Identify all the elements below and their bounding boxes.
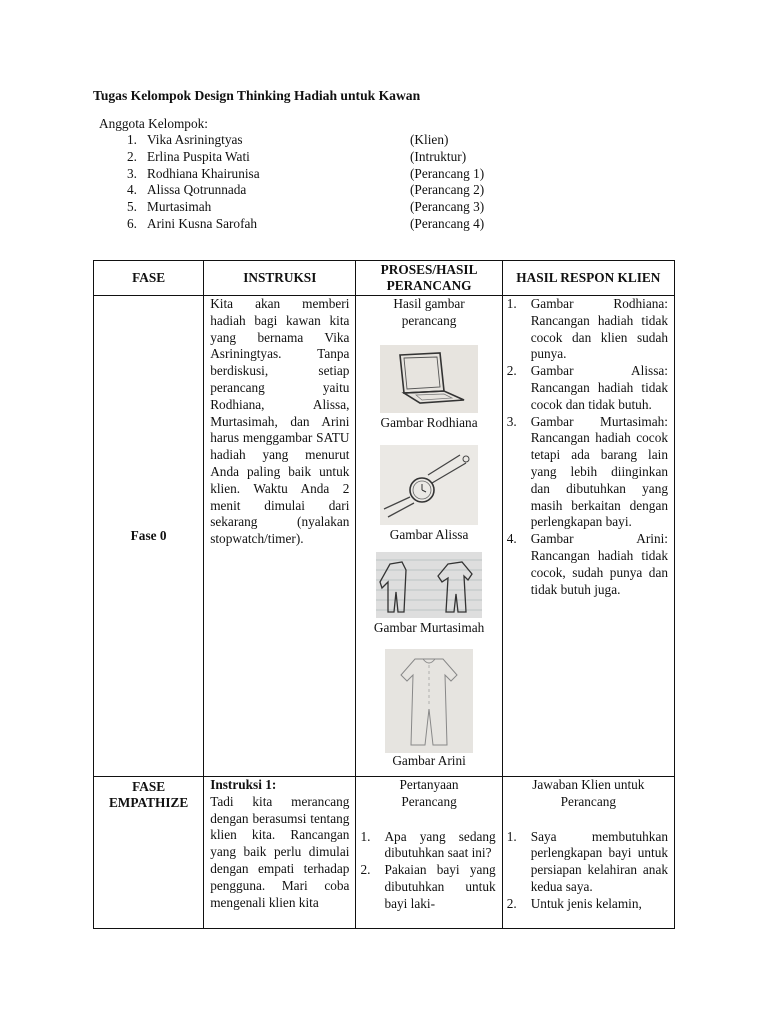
empathize-answers	[502, 777, 674, 929]
laptop-sketch	[380, 345, 478, 413]
member-list	[99, 115, 485, 233]
list-item: 1. Gambar Rodhiana: Rancangan hadiah tidak cocok dan klien sudah punya.	[506, 296, 668, 362]
list-item: 1. Saya membutuhkan perlengkapan bayi untuk persiapan kelahiran anak kedua saya.	[506, 828, 668, 894]
instruction-text: Tadi kita merancang dengan berasumsi tentang klien kita. Rancangan yang baik perlu dimulai dengan empati terhadap pengguna. Mari coba mengenali klien kita	[210, 793, 350, 910]
member-role: (Perancang 2)	[410, 182, 485, 198]
caption-arini: Gambar Arini	[392, 752, 466, 768]
fase0-responses	[502, 296, 674, 777]
table-row-fase0	[94, 296, 675, 777]
member-number: 1.	[127, 132, 137, 147]
member-row	[99, 132, 449, 149]
member-role: (Klien)	[410, 132, 449, 147]
answer-list	[503, 829, 674, 913]
proses-heading: Hasil gambar perancang	[393, 296, 465, 328]
member-role: (Perancang 1)	[410, 165, 485, 181]
member-name: Murtasimah	[147, 199, 212, 215]
instruction-title: Instruksi 1:	[210, 777, 277, 792]
fase0-proses	[356, 296, 502, 777]
empathize-label: FASE EMPATHIZE	[94, 777, 204, 929]
header-fase: FASE	[94, 261, 204, 296]
member-number: 2.	[127, 148, 137, 164]
header-respon: HASIL RESPON KLIEN	[502, 261, 674, 296]
member-row	[99, 148, 467, 166]
header-instruksi: INSTRUKSI	[204, 261, 356, 296]
table-row-empathize	[94, 777, 675, 929]
member-number: 4.	[127, 182, 137, 198]
baby-clothes-sketch	[376, 552, 482, 618]
response-list	[503, 296, 674, 598]
list-item: 1. Apa yang sedang dibutuhkan saat ini?	[360, 828, 496, 861]
member-name: Erlina Puspita Wati	[147, 148, 250, 164]
baby-outfit-sketch	[385, 649, 473, 753]
page-title: Tugas Kelompok Design Thinking Hadiah untuk Kawan	[93, 88, 421, 103]
list-item: 2. Gambar Alissa: Rancangan hadiah tidak cocok dan tidak butuh.	[506, 363, 668, 412]
fase0-label: Fase 0	[94, 296, 204, 777]
member-number: 5.	[127, 199, 137, 215]
member-row	[99, 182, 485, 199]
member-row	[99, 215, 485, 233]
member-name: Arini Kusna Sarofah	[147, 215, 258, 231]
member-role: (Intruktur)	[410, 148, 467, 164]
empathize-instruction	[204, 777, 356, 929]
list-item: 4. Gambar Arini: Rancangan hadiah tidak cocok, sudah punya dan tidak butuh juga.	[506, 531, 668, 597]
list-item: 3. Gambar Murtasimah: Rancangan hadiah cocok tetapi ada barang lain yang lebih diinginkan dan dibutuhkan yang masih berkaitan dengan perlengkapan bayi.	[506, 413, 668, 530]
answers-heading: Jawaban Klien untuk Perancang	[532, 777, 645, 809]
empathize-questions	[356, 777, 502, 929]
member-role: (Perancang 3)	[410, 199, 485, 215]
member-name: Alissa Qotrunnada	[147, 182, 247, 198]
questions-heading: Pertanyaan Perancang	[399, 777, 459, 809]
table-header-row	[94, 261, 675, 296]
member-list-heading: Anggota Kelompok:	[99, 116, 208, 131]
caption-alissa: Gambar Alissa	[389, 527, 469, 543]
member-row	[99, 165, 485, 183]
member-row	[99, 199, 485, 216]
member-number: 3.	[127, 165, 137, 181]
fase0-instruction: Kita akan memberi hadiah bagi kawan kita yang bernama Vika Asriningtyas. Tanpa berdiskusi, setiap perancang yaitu Rodhiana, Alissa, Murtasimah, dan Arini harus menggambar SATU hadiah yang menurut Anda paling baik untuk klien. Waktu Anda 2 menit dimulai dari sekarang (nyalakan stopwatch/timer).	[204, 296, 356, 777]
member-number: 6.	[127, 215, 137, 231]
question-list	[356, 829, 501, 913]
caption-murtasimah: Gambar Murtasimah	[373, 620, 485, 636]
list-item: 2. Pakaian bayi yang dibutuhkan untuk bayi laki-	[360, 862, 496, 911]
design-thinking-table	[93, 260, 675, 929]
member-role: (Perancang 4)	[410, 215, 485, 231]
member-name: Rodhiana Khairunisa	[147, 165, 260, 181]
list-item: 2. Untuk jenis kelamin,	[506, 895, 642, 911]
caption-rodhiana: Gambar Rodhiana	[380, 414, 478, 430]
member-name: Vika Asriningtyas	[147, 132, 243, 147]
header-proses: PROSES/HASIL PERANCANG	[356, 261, 502, 296]
watch-sketch	[380, 445, 478, 525]
